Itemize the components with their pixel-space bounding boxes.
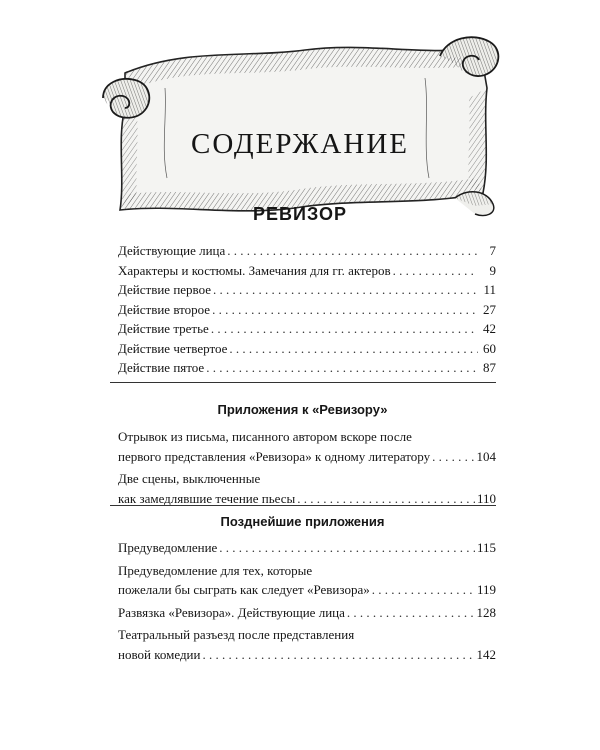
toc-entry[interactable] bbox=[118, 339, 496, 359]
later-toc-list bbox=[118, 538, 496, 664]
dot-leader bbox=[229, 339, 478, 359]
toc-entry-title-line1: Отрывок из письма, писанного автором вскоре после bbox=[118, 429, 412, 444]
scroll-banner-illustration bbox=[95, 28, 505, 218]
main-toc-list bbox=[118, 241, 496, 378]
toc-entry-title: Действие третье bbox=[118, 321, 209, 336]
section-divider bbox=[110, 382, 496, 383]
toc-entry[interactable] bbox=[118, 261, 496, 281]
toc-entry-page: 110 bbox=[476, 490, 496, 506]
toc-entry-title: Характеры и костюмы. Замечания для гг. актеров bbox=[118, 262, 391, 278]
dot-leader bbox=[227, 241, 478, 261]
toc-entry-title: Действие первое bbox=[118, 282, 212, 297]
dot-leader bbox=[347, 603, 475, 623]
dot-leader bbox=[212, 300, 478, 320]
toc-entry-page: 27 bbox=[483, 301, 496, 317]
toc-entry-page: 87 bbox=[483, 360, 496, 375]
toc-entry[interactable] bbox=[118, 427, 496, 466]
toc-entry-page: 128 bbox=[476, 604, 496, 620]
toc-entry-page: 119 bbox=[476, 582, 496, 597]
appendix-heading: Приложения к «Ревизору» bbox=[217, 402, 388, 417]
toc-entry-page: 115 bbox=[476, 540, 496, 555]
later-appendix-heading: Позднейшие приложения bbox=[220, 514, 385, 529]
toc-entry[interactable] bbox=[118, 538, 496, 558]
toc-entry-title-line2: как замедлявшие течение пьесы bbox=[118, 490, 296, 506]
toc-entry-title-line2: первого представления «Ревизора» к одному литератору bbox=[118, 448, 431, 464]
toc-entry-title-line1: Предуведомление для тех, которые bbox=[118, 562, 313, 578]
toc-entry[interactable] bbox=[118, 603, 496, 623]
play-title: РЕВИЗОР bbox=[253, 204, 347, 224]
dot-leader bbox=[211, 319, 478, 339]
toc-entry-title: Действие четвертое bbox=[118, 340, 228, 356]
toc-entry-title-line1: Театральный разъезд после представления bbox=[118, 627, 355, 642]
toc-entry-title: Действие пятое bbox=[118, 360, 205, 375]
toc-entry[interactable] bbox=[118, 241, 496, 261]
toc-entry-title: Предуведомление bbox=[118, 540, 218, 555]
contents-heading: СОДЕРЖАНИЕ bbox=[191, 128, 409, 160]
dot-leader bbox=[219, 538, 475, 558]
toc-entry[interactable] bbox=[118, 561, 496, 600]
toc-entry-title-line2: новой комедии bbox=[118, 646, 201, 662]
toc-entry-title: Действующие лица bbox=[118, 243, 226, 258]
toc-entry[interactable] bbox=[118, 300, 496, 320]
dot-leader bbox=[372, 580, 475, 600]
toc-entry-page: 42 bbox=[483, 321, 496, 336]
dot-leader bbox=[213, 280, 478, 300]
dot-leader bbox=[393, 261, 478, 281]
toc-entry-page: 60 bbox=[483, 340, 496, 356]
toc-entry-page: 7 bbox=[489, 243, 496, 258]
toc-entry-page: 9 bbox=[489, 262, 496, 278]
toc-entry-title: Развязка «Ревизора». Действующие лица bbox=[118, 604, 345, 620]
toc-entry[interactable] bbox=[118, 358, 496, 378]
dot-leader bbox=[202, 645, 474, 665]
toc-entry[interactable] bbox=[118, 280, 496, 300]
toc-entry[interactable] bbox=[118, 469, 496, 508]
dot-leader bbox=[432, 447, 474, 467]
toc-entry-page: 104 bbox=[476, 448, 496, 464]
toc-entry-page: 142 bbox=[476, 646, 496, 662]
toc-entry-title-line1: Две сцены, выключенные bbox=[118, 471, 261, 486]
toc-entry[interactable] bbox=[118, 319, 496, 339]
toc-entry-title: Действие второе bbox=[118, 301, 211, 317]
section-divider bbox=[110, 505, 496, 506]
toc-entry[interactable] bbox=[118, 625, 496, 664]
toc-entry-page: 11 bbox=[483, 282, 496, 297]
toc-entry-title-line2: пожелали бы сыграть как следует «Ревизора» bbox=[118, 582, 370, 597]
dot-leader bbox=[206, 358, 478, 378]
appendix-toc-list bbox=[118, 427, 496, 508]
